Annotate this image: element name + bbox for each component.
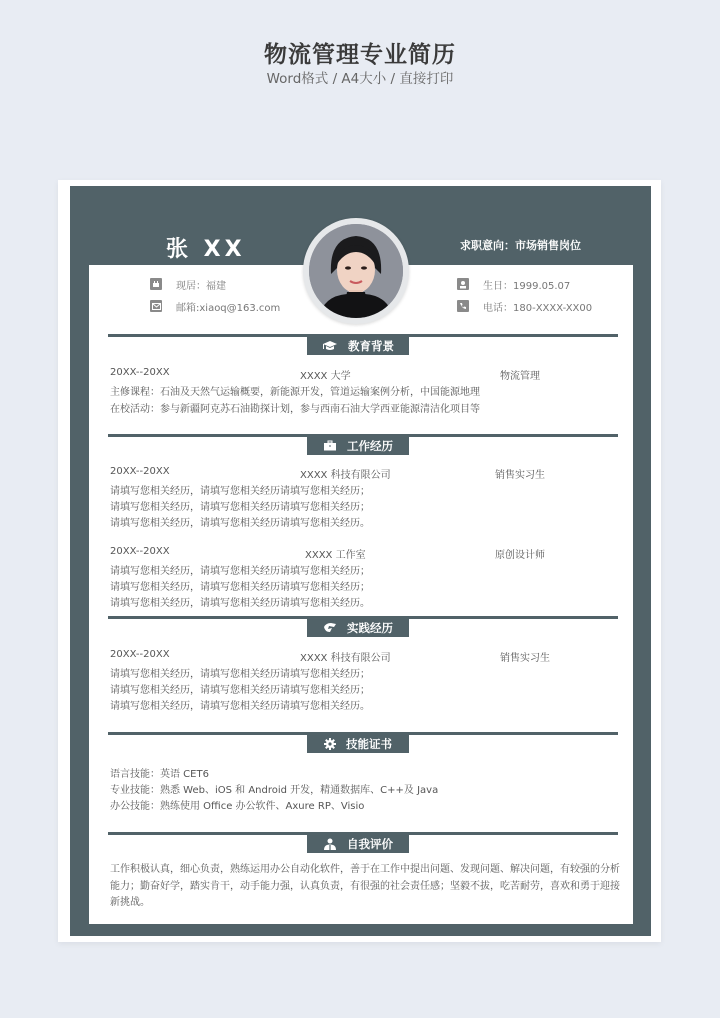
- work-line: 请填写您相关经历，请填写您相关经历请填写您相关经历；: [110, 566, 370, 577]
- practice-row: [110, 649, 610, 663]
- phone-text: 电话：180-XXXX-XX00: [483, 302, 593, 314]
- education-school: XXXX 大学: [300, 371, 351, 382]
- practice-line: 请填写您相关经历，请填写您相关经历请填写您相关经历。: [110, 701, 370, 712]
- work-title: 工作经历: [347, 438, 393, 453]
- work-role: 销售实习生: [495, 470, 545, 481]
- self-eval-text: 工作积极认真，细心负责，熟练运用办公自动化软件，善于在工作中提出问题、发现问题、解决问题，有较强的分析能力；勤奋好学，踏实肯干，动手能力强，认真负责，有很强的社会责任感；坚毅不拔，吃苦耐劳，喜欢和勇于迎接新挑战。: [110, 864, 620, 908]
- work-role: 原创设计师: [495, 550, 545, 561]
- work-section-header: [307, 436, 409, 455]
- work-period: 20XX--20XX: [110, 546, 170, 557]
- avatar: [303, 218, 409, 324]
- handshake-icon: [323, 622, 337, 633]
- birthday-text: 生日：1999.05.07: [483, 280, 571, 292]
- portrait-photo: [309, 224, 403, 318]
- practice-line: 请填写您相关经历，请填写您相关经历请填写您相关经历；: [110, 685, 370, 696]
- education-row: [110, 367, 610, 381]
- gear-icon: [324, 738, 336, 750]
- skill-line-professional: 专业技能：熟悉 Web、iOS 和 Android 开发，精通数据库、C++及 Java: [110, 785, 439, 796]
- work-row-2: [110, 546, 610, 560]
- email-text[interactable]: 邮箱:xiaoq@163.com: [176, 302, 281, 314]
- education-courses: 主修课程：石油及天然气运输概要，新能源开发，管道运输案例分析，中国能源地理: [110, 387, 480, 398]
- education-activities: 在校活动：参与新疆阿克苏石油勘探计划，参与西南石油大学西亚能源清洁化项目等: [110, 404, 480, 415]
- phone-info: [457, 299, 592, 313]
- work-row-1: [110, 466, 610, 480]
- work-line: 请填写您相关经历，请填写您相关经历请填写您相关经历。: [110, 518, 370, 529]
- residence-text: 现居：福建: [176, 280, 226, 292]
- work-line: 请填写您相关经历，请填写您相关经历请填写您相关经历。: [110, 598, 370, 609]
- birthday-info: [457, 277, 570, 291]
- id-card-icon: [457, 278, 469, 290]
- skill-line-language: 语言技能：英语 CET6: [110, 769, 209, 780]
- home-icon: [150, 278, 162, 290]
- self-eval-title: 自我评价: [347, 836, 393, 851]
- practice-period: 20XX--20XX: [110, 649, 170, 660]
- work-line: 请填写您相关经历，请填写您相关经历请填写您相关经历；: [110, 486, 370, 497]
- work-line: 请填写您相关经历，请填写您相关经历请填写您相关经历；: [110, 582, 370, 593]
- education-major: 物流管理: [500, 371, 540, 382]
- work-period: 20XX--20XX: [110, 466, 170, 477]
- briefcase-icon: [323, 440, 337, 451]
- candidate-name: 张 XX: [166, 237, 246, 262]
- education-period: 20XX--20XX: [110, 367, 170, 378]
- page-subtitle: Word格式 / A4大小 / 直接打印: [266, 71, 454, 87]
- self-eval-section-header: [307, 834, 409, 853]
- person-icon: [323, 838, 337, 850]
- work-company: XXXX 工作室: [305, 550, 366, 561]
- work-line: 请填写您相关经历，请填写您相关经历请填写您相关经历；: [110, 502, 370, 513]
- practice-role: 销售实习生: [500, 653, 550, 664]
- education-title: 教育背景: [348, 338, 394, 353]
- mail-icon: [150, 300, 162, 312]
- practice-section-header: [307, 618, 409, 637]
- practice-line: 请填写您相关经历，请填写您相关经历请填写您相关经历；: [110, 669, 370, 680]
- education-section-header: [307, 336, 409, 355]
- phone-icon: [457, 300, 469, 312]
- work-company: XXXX 科技有限公司: [300, 470, 391, 481]
- skills-section-header: [307, 734, 409, 753]
- residence-info: [150, 277, 226, 291]
- job-intent: 求职意向：市场销售岗位: [460, 239, 581, 252]
- skills-title: 技能证书: [346, 736, 392, 751]
- page-title: 物流管理专业简历: [264, 42, 456, 68]
- practice-title: 实践经历: [347, 620, 393, 635]
- practice-company: XXXX 科技有限公司: [300, 653, 391, 664]
- email-info: [150, 299, 280, 313]
- skill-line-office: 办公技能：熟练使用 Office 办公软件、Axure RP、Visio: [110, 801, 365, 812]
- graduation-cap-icon: [322, 340, 338, 351]
